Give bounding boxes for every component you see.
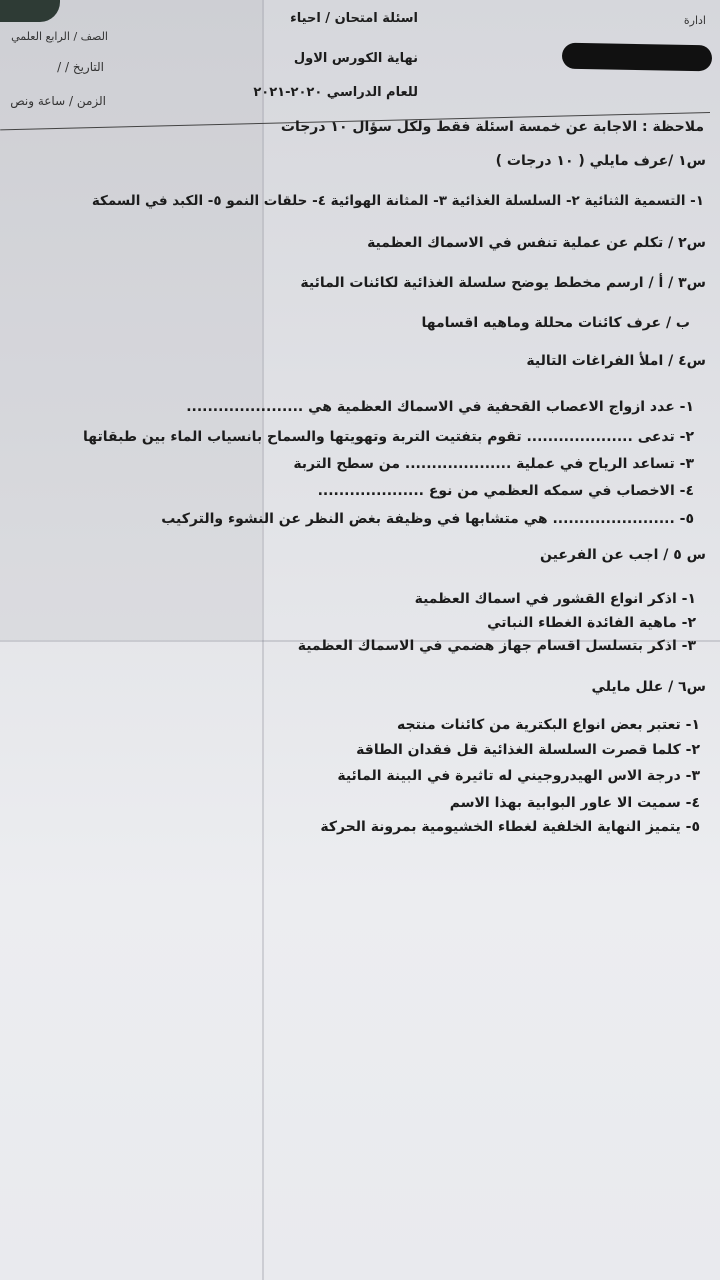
question-2-title: س٢ / تكلم عن عملية تنفس في الاسماك العظمية (367, 235, 706, 251)
question-3b: ب / عرف كائنات محللة وماهيه اقسامها (421, 315, 690, 331)
class-label: الصف / الرابع العلمي (11, 30, 108, 43)
question-5-item: ١- اذكر انواع القشور في اسماك العظمية (414, 591, 696, 607)
question-4-item: ٤- الاخصاب في سمكه العظمي من نوع .................... (317, 483, 694, 499)
question-6-item: ٤- سميت الا عاور البوابية بهذا الاسم (449, 795, 700, 811)
question-6-item: ٥- يتميز النهاية الخلفية لغطاء الخشيومية بمرونة الحركة (320, 819, 700, 835)
question-4-item: ٣- تساعد الرياح في عملية .................... من سطح التربة (293, 456, 694, 472)
question-6-item: ١- تعتبر بعض انواع البكترية من كائنات منتجه (397, 717, 700, 733)
question-1-title: س١ /عرف مايلي ( ١٠ درجات ) (495, 153, 706, 169)
question-3a: س٣ / أ / ارسم مخطط يوضح سلسلة الغذائية لكائنات المائية (300, 275, 706, 291)
redacted-name (562, 43, 712, 72)
question-4-title: س٤ / املأ الفراغات التالية (526, 353, 706, 369)
question-5-title: س ٥ / اجب عن الفرعين (540, 547, 706, 563)
question-5-item: ٣- اذكر بتسلسل اقسام جهاز هضمي في الاسماك العظمية (297, 638, 696, 654)
question-6-item: ٢- كلما قصرت السلسلة الغذائية قل فقدان الطاقة (356, 742, 700, 758)
question-4-item: ١- عدد ازواج الاعصاب القحفية في الاسماك العظمية هي ...................... (186, 399, 694, 415)
question-6-item: ٣- درجة الاس الهيدروجيني له تاثيرة في البينة المائية (337, 768, 700, 784)
exam-title: اسئلة امتحان / احياء (290, 11, 418, 26)
instructions-note: ملاحظة : الاجابة عن خمسة اسئلة فقط ولكل سؤال ١٠ درجات (280, 119, 704, 135)
date-label: التاريخ / / (57, 60, 104, 74)
question-6-title: س٦ / علل مايلي (591, 679, 706, 695)
question-5-item: ٢- ماهية الفائدة الغطاء النباتي (487, 615, 696, 631)
question-4-item: ٢- تدعى .................... تقوم بتفتيت التربة وتهويتها والسماح بانسياب الماء بين طبقاتها (83, 429, 694, 445)
question-1-items: ١- التسمية الثنائية ٢- السلسلة الغذائية ٣- المثانة الهوائية ٤- حلقات النمو ٥- الكبد في السمكة (91, 193, 704, 209)
academic-year: للعام الدراسي ٢٠٢٠-٢٠٢١ (253, 85, 418, 100)
question-4-item: ٥- ....................... هي متشابها في وظيفة بغض النظر عن النشوء والتركيب (161, 511, 694, 527)
admin-label: ادارة (683, 14, 706, 27)
time-label: الزمن / ساعة ونص (10, 94, 106, 108)
course-title: نهاية الكورس الاول (293, 51, 418, 66)
background-corner (0, 0, 60, 22)
